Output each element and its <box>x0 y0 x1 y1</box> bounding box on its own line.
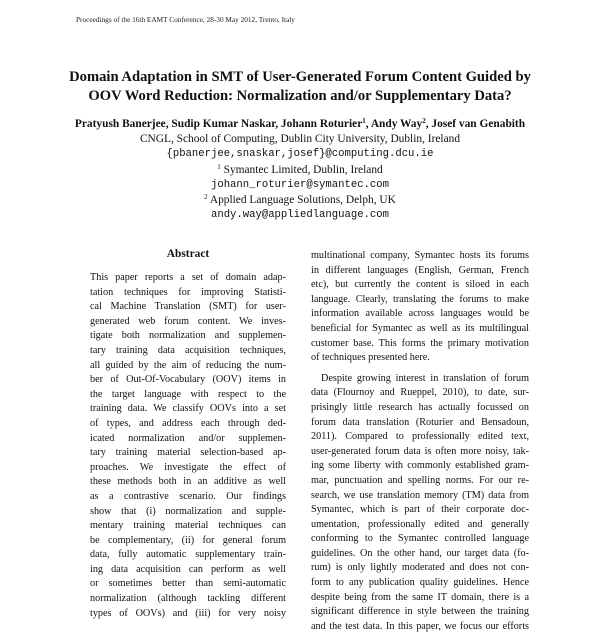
abstract-body <box>90 271 286 621</box>
intro-paragraph-2 <box>311 372 529 634</box>
author-list <box>40 117 560 132</box>
abstract-line: tation techniques for improving Statisti- <box>90 286 286 298</box>
intro-paragraph-1 <box>311 249 529 366</box>
intro-line: multinational company, Symantec hosts its forums <box>311 250 529 261</box>
intro-line: rum) is only lightly moderated and does not con- <box>311 562 529 574</box>
intro-line: etc), but currently the content is siloed in each <box>311 279 529 291</box>
abstract-line: as a contrastive scenario. Our findings <box>90 490 286 502</box>
abstract-line: normalization (although tackling different <box>90 593 286 605</box>
author-sup-1: 1 <box>362 117 366 125</box>
proceedings-header: Proceedings of the 16th EAMT Conference, 28-30 May 2012, Trento, Italy <box>76 15 295 24</box>
author-block <box>40 117 560 223</box>
author-names-3: , Josef van Genabith <box>425 118 526 130</box>
abstract-line: the target language with respect to the <box>90 388 286 400</box>
affiliation-sup-1: 1 <box>217 162 221 171</box>
intro-line: user-generated forum data is often more noisy, tak- <box>311 445 529 457</box>
intro-line: customer base. This forms the primary motivation <box>311 337 529 349</box>
abstract-line: or sometimes better than semi-automatic <box>90 578 286 590</box>
affiliation-als <box>40 193 560 208</box>
abstract-line: mentary training material techniques can <box>90 520 286 532</box>
abstract-line: This paper reports a set of domain adap- <box>90 272 286 283</box>
intro-line: and the test data. In this paper, we focus our efforts <box>311 620 529 632</box>
abstract-line: tary training material selection-based ap- <box>90 447 286 459</box>
intro-line: 2011). Compared to professionally edited text, <box>311 431 529 443</box>
abstract-heading: Abstract <box>166 248 210 260</box>
abstract-line: training data. We classify OOVs into a set <box>90 403 286 415</box>
intro-line: umentation, professionally edited and generally <box>311 518 529 530</box>
intro-line: of techniques presented here. <box>311 352 430 364</box>
abstract-line: generated web forum content. We inves- <box>90 315 286 327</box>
author-names-2: , Andy Way <box>365 118 423 130</box>
intro-line: beneficial for Symantec as well as its multilingual <box>311 322 529 334</box>
intro-line: conforming to the Symantec controlled language <box>311 533 529 545</box>
intro-line: guidelines. On the other hand, our target data (fo- <box>311 547 529 559</box>
intro-line: despite being from the same IT domain, there is a <box>311 591 529 603</box>
intro-line: in different languages (English, German, French <box>311 264 529 276</box>
intro-line: information available across languages would be <box>311 308 529 320</box>
intro-line: ing some liberty with commonly established gram- <box>311 460 529 472</box>
intro-line: language. Clearly, translating the forums to make <box>311 293 529 305</box>
affiliation-als-text: Applied Language Solutions, Delph, UK <box>207 194 396 207</box>
affiliation-sup-2: 2 <box>204 193 208 202</box>
abstract-line: these methods both in an additive as well <box>90 476 286 488</box>
email-dcu: {pbanerjee,snaskar,josef}@computing.dcu.ie <box>166 148 434 161</box>
author-sup-2: 2 <box>422 117 426 125</box>
affiliation-symantec-text: Symantec Limited, Dublin, Ireland <box>220 163 383 176</box>
title-line-1: Domain Adaptation in SMT of User-Generated Forum Content Guided by <box>69 69 531 85</box>
author-names-1: Pratyush Banerjee, Sudip Kumar Naskar, Johann Roturier <box>74 118 363 130</box>
abstract-line: data, fully automatic supplementary train- <box>90 549 286 561</box>
intro-line: Symantec, which is part of their corporate doc- <box>311 504 529 516</box>
abstract-line: be complementary, (ii) for general forum <box>90 534 286 546</box>
abstract-line: ber of Out-Of-Vocabulary (OOV) items in <box>90 374 286 386</box>
intro-line: forum data translation (Roturier and Bensadoun, <box>311 416 529 428</box>
title-line-2: OOV Word Reduction: Normalization and/or Supplementary Data? <box>88 88 512 104</box>
intro-line: prisingly little research has actually focussed on <box>311 401 529 413</box>
abstract-line: proaches. We investigate the effect of <box>90 461 286 473</box>
email-als: andy.way@appliedlanguage.com <box>210 209 389 222</box>
abstract-line: show that (i) normalization and supple- <box>90 505 286 517</box>
abstract-line: tigate both normalization and supplemen- <box>90 330 286 342</box>
intro-line: significant difference in style between the training <box>311 606 529 618</box>
abstract-line: all guided by the aim of reducing the num- <box>90 359 286 371</box>
abstract-line: cal Machine Translation (SMT) for user- <box>90 301 286 313</box>
abstract-line: icated normalization and/or supplemen- <box>90 432 286 444</box>
intro-line: search, we use translation memory (TM) data from <box>311 489 529 501</box>
intro-line: form to any publication quality guidelines. Hence <box>311 577 529 589</box>
intro-line: Despite growing interest in translation of forum <box>321 372 529 384</box>
abstract-line: ing data acquisition can perform as well <box>90 563 286 575</box>
email-symantec: johann_roturier@symantec.com <box>210 178 389 191</box>
paper-title <box>40 68 560 106</box>
abstract-line: of types, and address each through ded- <box>90 417 286 429</box>
abstract-line: tary training data acquisition techniques, <box>90 344 286 356</box>
introduction-column <box>311 249 529 634</box>
abstract-line: types of OOVs) and (iii) for very noisy <box>90 607 286 619</box>
affiliation-symantec <box>40 163 560 178</box>
intro-line: data (Flournoy and Rueppel, 2010), to date, sur- <box>311 387 529 399</box>
intro-line: mar, punctuation and spelling norms. For our re- <box>311 474 529 486</box>
affiliation-cngl: CNGL, School of Computing, Dublin City University, Dublin, Ireland <box>139 133 461 146</box>
